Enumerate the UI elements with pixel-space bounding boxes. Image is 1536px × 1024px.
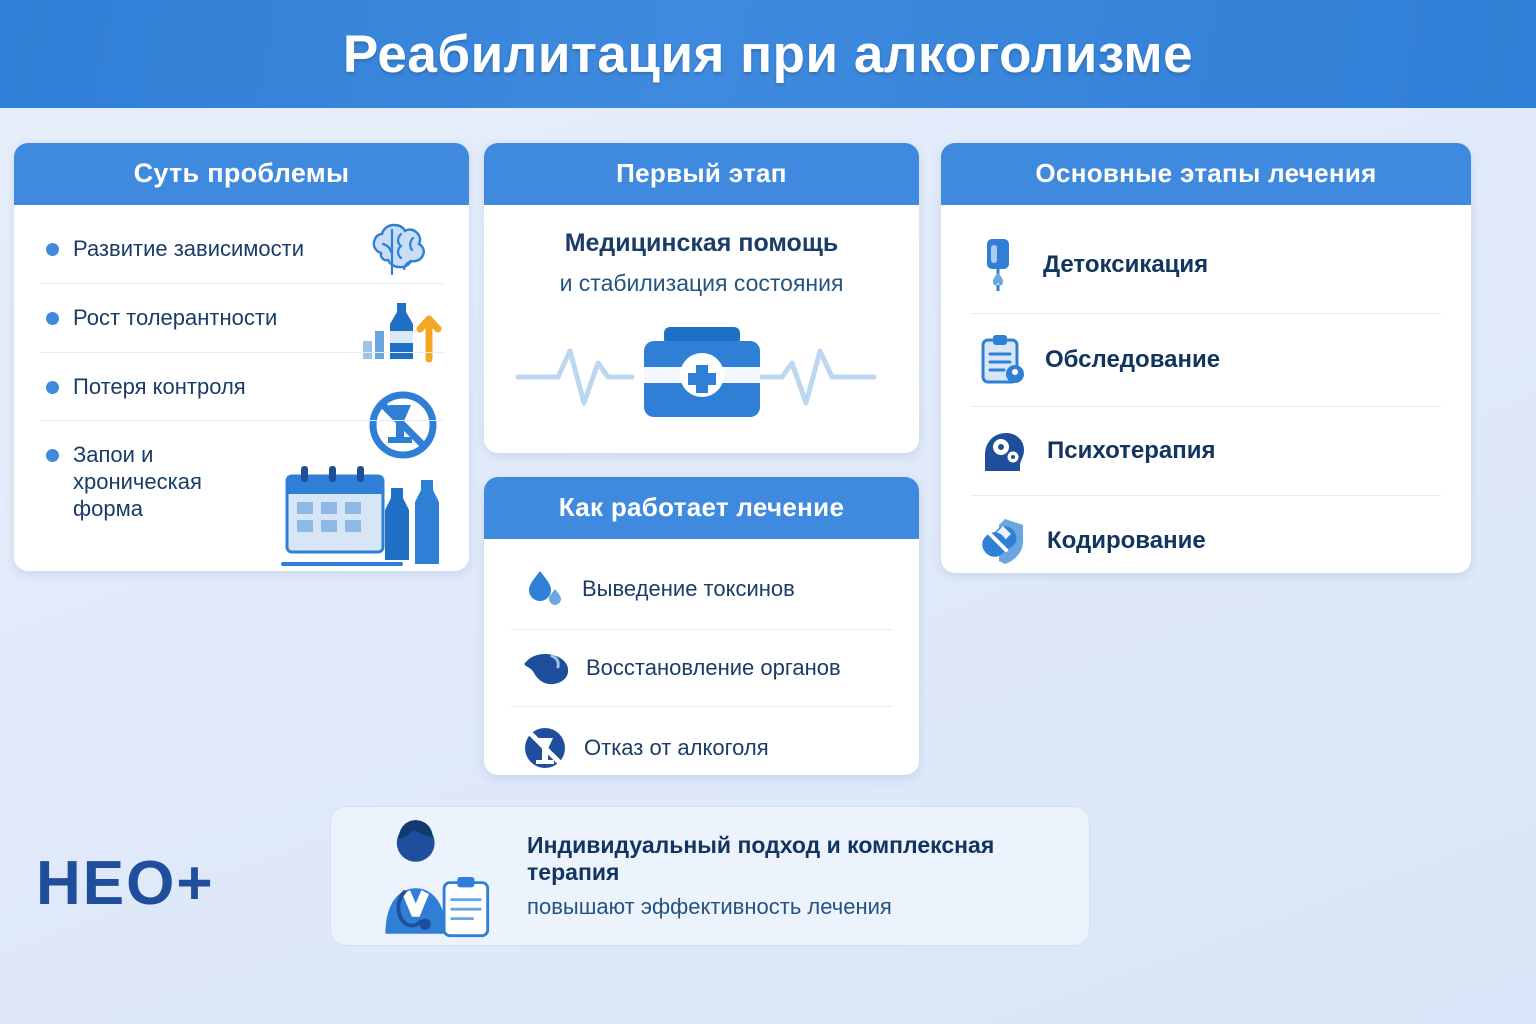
footer-text [527, 832, 1063, 920]
list-item [510, 707, 893, 775]
card-problem [14, 143, 469, 571]
card-how-treatment [484, 477, 919, 775]
stage-label: Детоксикация [1043, 251, 1209, 278]
how-item-label: Выведение токсинов [582, 576, 795, 601]
footer-banner [330, 806, 1090, 946]
stage-label: Психотерапия [1047, 437, 1216, 464]
no-alcohol-circle-icon [522, 725, 568, 771]
water-drop-icon [522, 567, 566, 611]
bullet-icon [46, 312, 59, 325]
page-title: Реабилитация при алкоголизме [342, 24, 1194, 84]
list-item [40, 421, 443, 542]
stage-label: Обследование [1045, 346, 1221, 373]
first-stage-line1: Медицинская помощь [564, 229, 839, 257]
list-item [40, 284, 443, 353]
bullet-icon [46, 449, 59, 462]
footer-strong-text: Индивидуальный подход и комплексная терапия [527, 832, 995, 885]
card-first-stage-title: Первый этап [484, 143, 919, 205]
clipboard-checklist-icon [977, 334, 1025, 386]
logo-text: HEO+ [36, 849, 215, 918]
first-stage-line2: и стабилизация состояния [559, 270, 844, 296]
iv-drip-icon [977, 237, 1023, 293]
head-gears-icon [977, 427, 1027, 475]
list-item [40, 353, 443, 422]
first-aid-kit-icon [512, 307, 892, 427]
how-item-label: Отказ от алкоголя [584, 735, 769, 760]
list-item [510, 549, 893, 630]
problem-item-label: Потеря контроля [73, 373, 246, 399]
card-stages [941, 143, 1471, 573]
card-problem-title: Суть проблемы [14, 143, 469, 205]
card-how-treatment-body [484, 539, 919, 775]
card-stages-body [941, 205, 1471, 573]
doctor-clipboard-icon [357, 811, 499, 941]
card-first-stage [484, 143, 919, 453]
problem-list [40, 215, 443, 543]
list-item [971, 217, 1441, 314]
list-item [971, 496, 1441, 573]
card-how-treatment-title: Как работает лечение [484, 477, 919, 539]
bullet-icon [46, 381, 59, 394]
shield-pill-icon [977, 516, 1027, 566]
list-item [510, 630, 893, 707]
stage-label: Кодирование [1047, 527, 1206, 554]
page-header [0, 0, 1536, 108]
bullet-icon [46, 243, 59, 256]
problem-item-label: Развитие зависимости [73, 236, 305, 261]
list-item [971, 314, 1441, 407]
logo [36, 846, 266, 922]
card-first-stage-body [484, 205, 919, 450]
liver-icon [522, 648, 570, 688]
how-item-label: Восстановление органов [586, 655, 841, 680]
list-item [40, 215, 443, 284]
problem-item-label: Запои и хроническая форма [73, 442, 202, 522]
list-item [971, 407, 1441, 496]
footer-sub-text: повышают эффективность лечения [527, 894, 892, 919]
card-problem-body [14, 205, 469, 561]
card-stages-title: Основные этапы лечения [941, 143, 1471, 205]
problem-item-label: Рост толерантности [73, 304, 278, 330]
